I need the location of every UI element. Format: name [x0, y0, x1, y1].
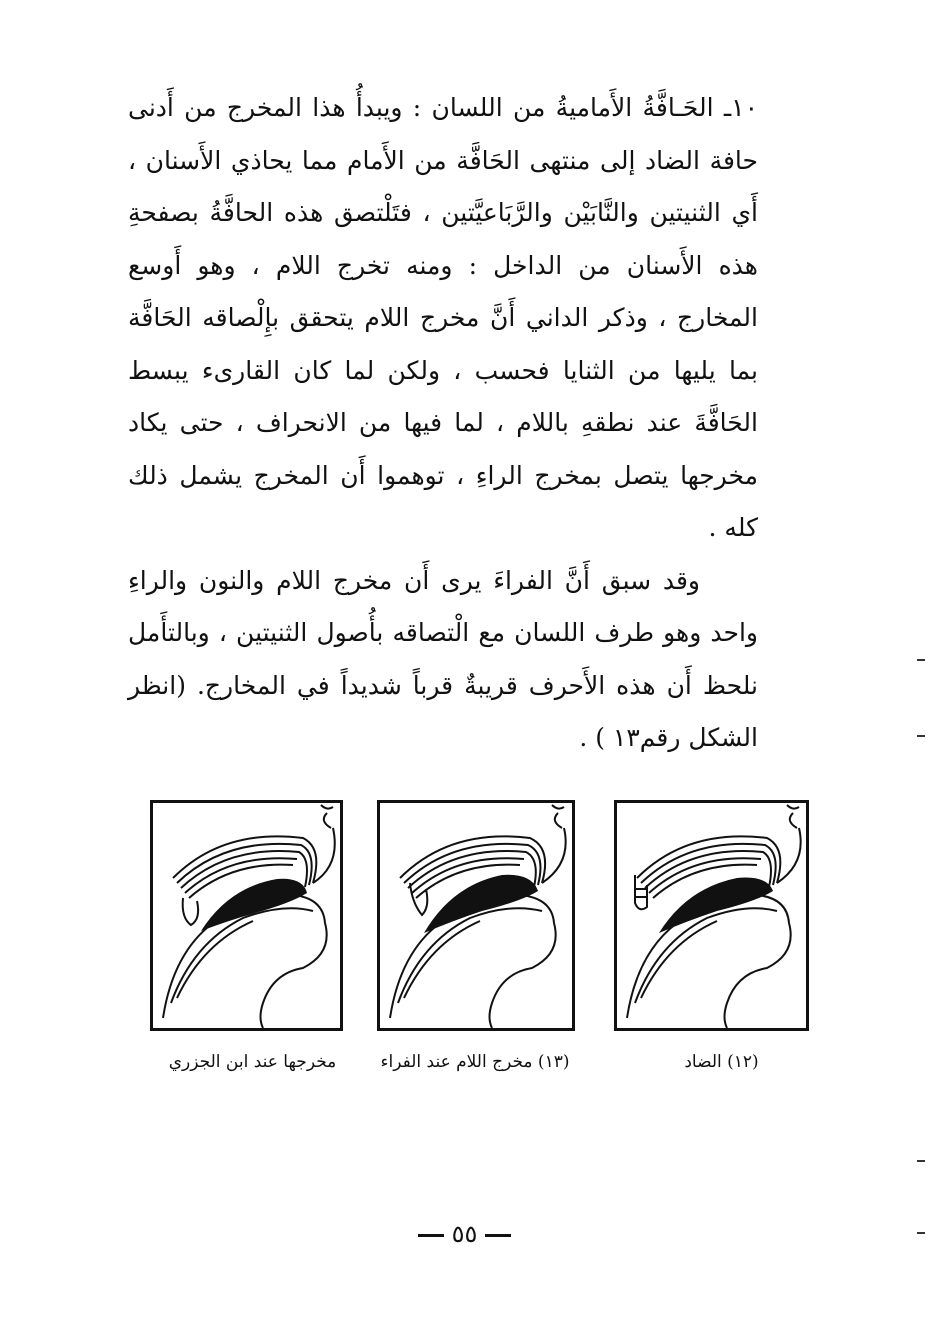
- paragraph-1: ١٠ـ الحَـافَّةُ الأَماميةُ من اللسان : ويبدأُ هذا المخرج من أَدنى حافة الضاد إلى منتهى الحَافَّة من الأَمام مما يحاذي الأَسنان ، أَي الثنيتين والنَّابَيْن والرَّبَاعيَّتين ، فتَلْتصق هذه الحافَّةُ بصفحةِ هذه الأَسنان من الداخل : ومنه تخرج اللام ، وهو أَوسع المخارج ، وذكر الداني أَنَّ مخرج اللام يتحقق بإِلْصاقه الحَافَّة بما يليها من الثنايا فحسب ، ولكن لما كان القارىء يبسط الحَافَّةَ عند نطقهِ باللام ، لما فيها من الانحراف ، حتى يكاد مخرجها يتصل بمخرج الراءِ ، توهموا أَن المخرج يشمل ذلك كله .: [128, 93, 758, 542]
- figure-left-caption: مخرجها عند ابن الجزري: [168, 1052, 337, 1072]
- margin-mark: [917, 1160, 925, 1162]
- figure-13-frame: [377, 800, 575, 1031]
- figure-left-mouth-diagram: [153, 803, 340, 1028]
- figure-left-frame: [150, 800, 343, 1031]
- page-number: [0, 1220, 929, 1248]
- figure-13-caption: (١٣) مخرج اللام عند الفراء: [380, 1052, 570, 1072]
- figure-12-frame: [614, 800, 809, 1031]
- figure-12-caption: (١٢) الضاد: [684, 1052, 759, 1072]
- page-number-value: ٥٥: [451, 1220, 478, 1248]
- figure-12-mouth-diagram: [617, 803, 806, 1028]
- margin-mark: [917, 659, 925, 661]
- margin-mark: [917, 735, 925, 737]
- page-number-dash-left: [418, 1234, 444, 1237]
- paragraph-2: وقد سبق أَنَّ الفراءَ يرى أَن مخرج اللام والنون والراءِ واحد وهو طرف اللسان مع الْتصاقه بأُصول الثنيتين ، وبالتأَمل نلحظ أَن هذه الأَحرف قريبةٌ قرباً شديداً في المخارج. (انظر الشكل رقم١٣ ) .: [128, 565, 758, 752]
- margin-mark: [917, 1232, 925, 1234]
- page-number-dash-right: [485, 1234, 511, 1237]
- figure-13-mouth-diagram: [380, 803, 572, 1028]
